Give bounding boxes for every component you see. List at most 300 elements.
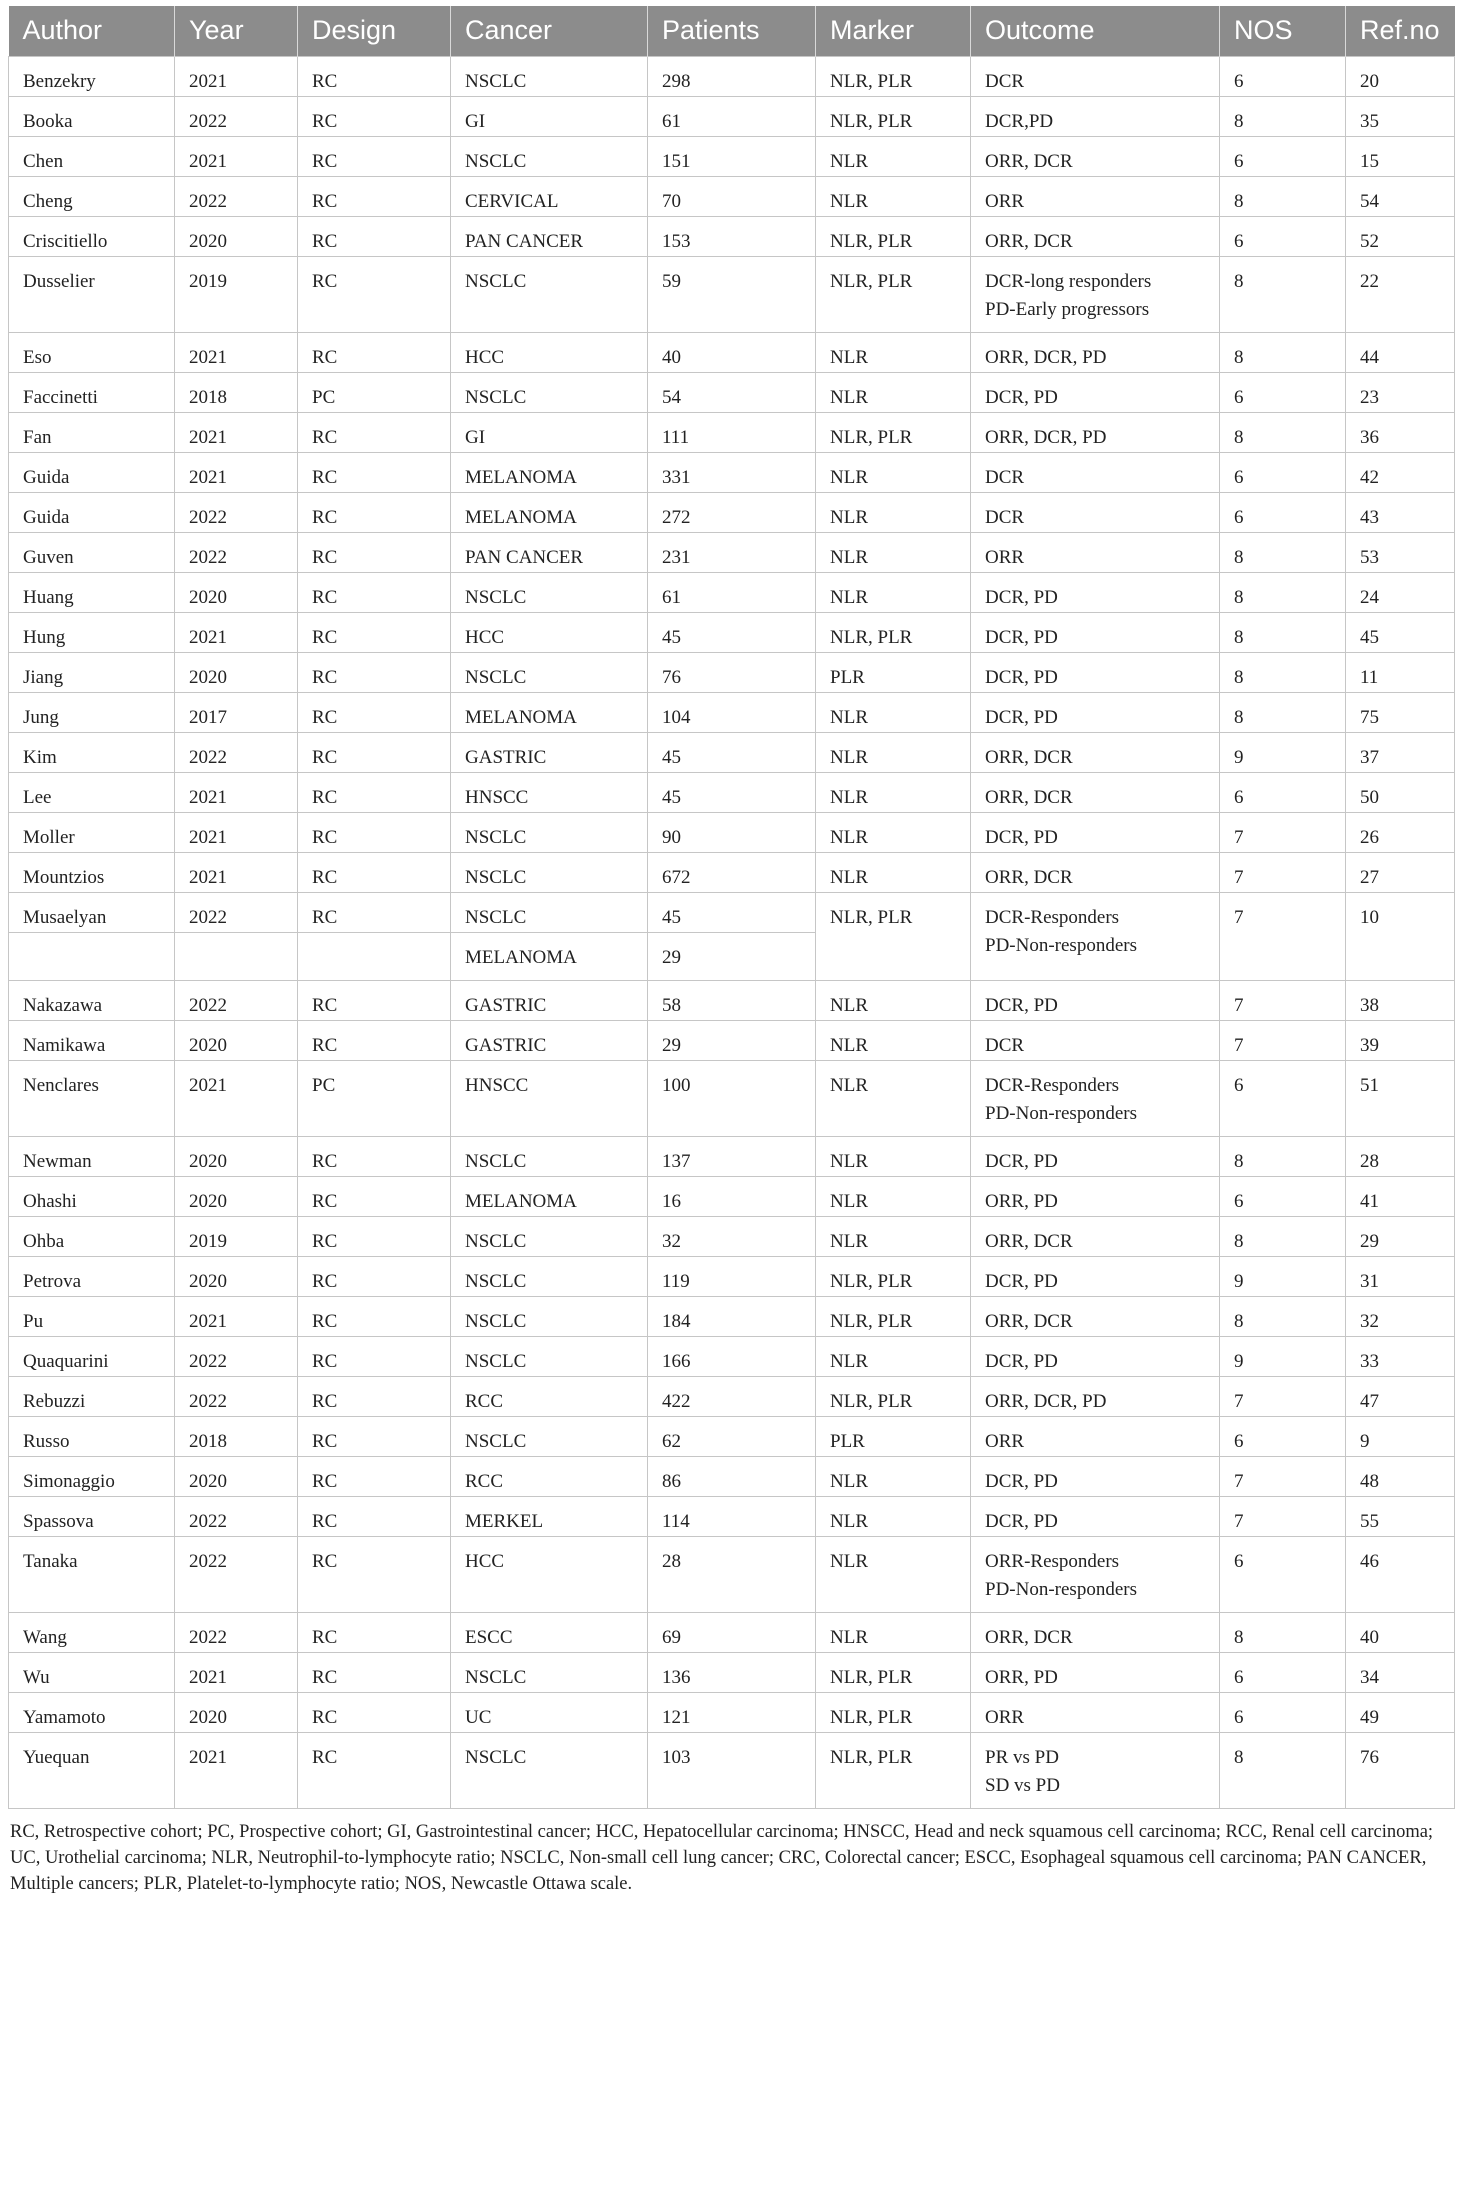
cell-ref-no: 20: [1346, 56, 1455, 96]
cell-design: RC: [298, 452, 451, 492]
cell-design: RC: [298, 1496, 451, 1536]
cell-author: Newman: [9, 1136, 175, 1176]
cell-marker: NLR: [816, 532, 971, 572]
cell-marker: PLR: [816, 652, 971, 692]
cell-nos: 6: [1220, 452, 1346, 492]
cell-outcome: [971, 1732, 1220, 1808]
table-row: [9, 372, 1455, 412]
cell-marker: NLR: [816, 1456, 971, 1496]
cell-author: Petrova: [9, 1256, 175, 1296]
table-row: [9, 532, 1455, 572]
cell-cancer: NSCLC: [451, 1216, 648, 1256]
cell-cancer: GASTRIC: [451, 732, 648, 772]
cell-nos: 7: [1220, 1376, 1346, 1416]
cell-nos: 6: [1220, 772, 1346, 812]
cell-author: Moller: [9, 812, 175, 852]
table-row: [9, 1496, 1455, 1536]
cell-design: RC: [298, 852, 451, 892]
header-outcome: Outcome: [971, 6, 1220, 56]
table-row: [9, 1732, 1455, 1808]
cell-author: Jung: [9, 692, 175, 732]
cell-outcome: [971, 372, 1220, 412]
cell-nos: 7: [1220, 892, 1346, 980]
cell-cancer: NSCLC: [451, 256, 648, 332]
table-row: [9, 892, 1455, 932]
cell-nos: 6: [1220, 1692, 1346, 1732]
cell-outcome: [971, 1136, 1220, 1176]
cell-ref-no: 48: [1346, 1456, 1455, 1496]
outcome-line: DCR: [985, 466, 1025, 488]
outcome-line: DCR-long responders: [985, 270, 1152, 292]
cell-marker: NLR: [816, 772, 971, 812]
cell-ref-no: 28: [1346, 1136, 1455, 1176]
cell-marker: NLR, PLR: [816, 1652, 971, 1692]
cell-design: RC: [298, 892, 451, 932]
study-table-container: [8, 6, 1454, 1897]
cell-design: RC: [298, 980, 451, 1020]
cell-ref-no: 45: [1346, 612, 1455, 652]
cell-outcome: [971, 1692, 1220, 1732]
cell-cancer: NSCLC: [451, 1296, 648, 1336]
outcome-line: DCR-Responders: [985, 906, 1120, 928]
cell-design: RC: [298, 1020, 451, 1060]
cell-author: Tanaka: [9, 1536, 175, 1612]
cell-patients: 69: [648, 1612, 816, 1652]
cell-design: RC: [298, 1336, 451, 1376]
cell-outcome: [971, 612, 1220, 652]
cell-cancer: NSCLC: [451, 56, 648, 96]
cell-patients: 137: [648, 1136, 816, 1176]
cell-nos: 8: [1220, 96, 1346, 136]
cell-outcome: [971, 980, 1220, 1020]
cell-marker: NLR, PLR: [816, 216, 971, 256]
cell-author: Yamamoto: [9, 1692, 175, 1732]
cell-outcome: [971, 176, 1220, 216]
cell-cancer: HCC: [451, 612, 648, 652]
cell-patients: 62: [648, 1416, 816, 1456]
cell-year: 2022: [175, 1496, 298, 1536]
outcome-line: ORR, DCR: [985, 866, 1073, 888]
cell-author: Eso: [9, 332, 175, 372]
outcome-line: ORR: [985, 1706, 1025, 1728]
header-nos: NOS: [1220, 6, 1346, 56]
cell-author: Spassova: [9, 1496, 175, 1536]
outcome-line: DCR: [985, 506, 1025, 528]
cell-cancer: NSCLC: [451, 892, 648, 932]
cell-outcome: [971, 1456, 1220, 1496]
cell-ref-no: 36: [1346, 412, 1455, 452]
cell-design: RC: [298, 772, 451, 812]
cell-outcome: [971, 1496, 1220, 1536]
cell-year: 2017: [175, 692, 298, 732]
cell-ref-no: 42: [1346, 452, 1455, 492]
cell-cancer: GASTRIC: [451, 1020, 648, 1060]
outcome-line: DCR,PD: [985, 110, 1054, 132]
table-row: [9, 1020, 1455, 1060]
cell-patients: 119: [648, 1256, 816, 1296]
cell-design: RC: [298, 1296, 451, 1336]
table-row: [9, 572, 1455, 612]
cell-nos: 8: [1220, 1732, 1346, 1808]
cell-patients: 58: [648, 980, 816, 1020]
cell-year: 2022: [175, 1336, 298, 1376]
cell-patients: 45: [648, 772, 816, 812]
table-row: [9, 56, 1455, 96]
cell-year: 2021: [175, 1652, 298, 1692]
cell-marker: NLR: [816, 812, 971, 852]
cell-cancer: NSCLC: [451, 1136, 648, 1176]
cell-year: 2020: [175, 1176, 298, 1216]
cell-nos: 6: [1220, 1652, 1346, 1692]
cell-patients: 28: [648, 1536, 816, 1612]
cell-cancer: UC: [451, 1692, 648, 1732]
cell-year: 2021: [175, 56, 298, 96]
outcome-line: DCR: [985, 70, 1025, 92]
cell-ref-no: 54: [1346, 176, 1455, 216]
cell-year: 2021: [175, 136, 298, 176]
cell-marker: NLR: [816, 692, 971, 732]
cell-year: 2022: [175, 96, 298, 136]
cell-author: Namikawa: [9, 1020, 175, 1060]
cell-nos: 8: [1220, 1296, 1346, 1336]
table-row: [9, 772, 1455, 812]
table-row: [9, 1416, 1455, 1456]
cell-ref-no: 53: [1346, 532, 1455, 572]
cell-outcome: [971, 332, 1220, 372]
outcome-line: PD-Non-responders: [985, 934, 1137, 956]
cell-ref-no: 32: [1346, 1296, 1455, 1336]
cell-year: 2019: [175, 256, 298, 332]
table-row: [9, 852, 1455, 892]
outcome-line: DCR: [985, 1034, 1025, 1056]
outcome-line: ORR, DCR: [985, 786, 1073, 808]
cell-patients: 272: [648, 492, 816, 532]
cell-cancer: GI: [451, 96, 648, 136]
cell-nos: 9: [1220, 732, 1346, 772]
cell-patients: 29: [648, 1020, 816, 1060]
cell-marker: NLR: [816, 852, 971, 892]
cell-cancer: PAN CANCER: [451, 216, 648, 256]
cell-ref-no: 11: [1346, 652, 1455, 692]
cell-marker: NLR: [816, 176, 971, 216]
cell-ref-no: 37: [1346, 732, 1455, 772]
cell-nos: 8: [1220, 1612, 1346, 1652]
outcome-line: ORR: [985, 1430, 1025, 1452]
header-patients: Patients: [648, 6, 816, 56]
cell-nos: 6: [1220, 1060, 1346, 1136]
cell-design: RC: [298, 256, 451, 332]
cell-ref-no: 50: [1346, 772, 1455, 812]
cell-patients: 111: [648, 412, 816, 452]
cell-cancer: RCC: [451, 1456, 648, 1496]
cell-marker: NLR, PLR: [816, 1256, 971, 1296]
cell-patients: 100: [648, 1060, 816, 1136]
cell-cancer: RCC: [451, 1376, 648, 1416]
cell-year: 2022: [175, 492, 298, 532]
cell-nos: 8: [1220, 1136, 1346, 1176]
cell-author: Lee: [9, 772, 175, 812]
cell-author: Booka: [9, 96, 175, 136]
cell-cancer: HCC: [451, 332, 648, 372]
cell-outcome: [971, 1216, 1220, 1256]
cell-design: RC: [298, 1692, 451, 1732]
cell-year: 2022: [175, 1536, 298, 1612]
cell-ref-no: 43: [1346, 492, 1455, 532]
table-row: [9, 1136, 1455, 1176]
cell-design: RC: [298, 732, 451, 772]
cell-year: 2020: [175, 1692, 298, 1732]
cell-cancer: NSCLC: [451, 1652, 648, 1692]
cell-cancer: NSCLC: [451, 852, 648, 892]
table-row: [9, 1216, 1455, 1256]
cell-patients: 104: [648, 692, 816, 732]
cell-year: 2021: [175, 852, 298, 892]
cell-author: Guida: [9, 452, 175, 492]
cell-nos: 8: [1220, 572, 1346, 612]
cell-patients: 672: [648, 852, 816, 892]
cell-patients: 103: [648, 1732, 816, 1808]
outcome-line: DCR, PD: [985, 1470, 1058, 1492]
cell-patients: 45: [648, 892, 816, 932]
cell-marker: NLR: [816, 372, 971, 412]
cell-nos: 7: [1220, 1020, 1346, 1060]
cell-nos: 8: [1220, 412, 1346, 452]
cell-cancer: MELANOMA: [451, 932, 648, 980]
outcome-line: ORR, PD: [985, 1190, 1058, 1212]
cell-ref-no: 76: [1346, 1732, 1455, 1808]
header-cancer: Cancer: [451, 6, 648, 56]
cell-outcome: [971, 572, 1220, 612]
outcome-line: ORR: [985, 190, 1025, 212]
cell-marker: NLR, PLR: [816, 1692, 971, 1732]
table-row: [9, 1256, 1455, 1296]
outcome-line: ORR, DCR, PD: [985, 1390, 1107, 1412]
cell-year: 2019: [175, 1216, 298, 1256]
table-row: [9, 1652, 1455, 1692]
cell-marker: NLR: [816, 1136, 971, 1176]
cell-patients: 32: [648, 1216, 816, 1256]
cell-author: Jiang: [9, 652, 175, 692]
cell-year: 2021: [175, 812, 298, 852]
cell-cancer: MELANOMA: [451, 692, 648, 732]
outcome-line: PD-Non-responders: [985, 1578, 1137, 1600]
cell-outcome: [971, 56, 1220, 96]
cell-ref-no: 41: [1346, 1176, 1455, 1216]
cell-year: 2018: [175, 372, 298, 412]
table-row: [9, 332, 1455, 372]
header-year: Year: [175, 6, 298, 56]
table-row: [9, 692, 1455, 732]
cell-outcome: [971, 492, 1220, 532]
cell-outcome: [971, 532, 1220, 572]
cell-nos: 6: [1220, 372, 1346, 412]
cell-empty: [175, 932, 298, 980]
header-design: Design: [298, 6, 451, 56]
cell-cancer: MELANOMA: [451, 1176, 648, 1216]
header-author: Author: [9, 6, 175, 56]
cell-design: RC: [298, 1612, 451, 1652]
cell-year: 2021: [175, 612, 298, 652]
table-row: [9, 812, 1455, 852]
cell-year: 2022: [175, 1612, 298, 1652]
table-row: [9, 1336, 1455, 1376]
cell-outcome: [971, 452, 1220, 492]
cell-nos: 6: [1220, 1416, 1346, 1456]
cell-marker: NLR: [816, 1060, 971, 1136]
cell-patients: 422: [648, 1376, 816, 1416]
cell-year: 2020: [175, 1256, 298, 1296]
cell-ref-no: 34: [1346, 1652, 1455, 1692]
cell-year: 2021: [175, 452, 298, 492]
cell-nos: 8: [1220, 652, 1346, 692]
cell-patients: 331: [648, 452, 816, 492]
cell-year: 2018: [175, 1416, 298, 1456]
cell-year: 2020: [175, 572, 298, 612]
cell-cancer: NSCLC: [451, 1732, 648, 1808]
cell-marker: PLR: [816, 1416, 971, 1456]
cell-design: RC: [298, 1416, 451, 1456]
cell-author: Yuequan: [9, 1732, 175, 1808]
cell-year: 2021: [175, 1296, 298, 1336]
cell-outcome: [971, 1256, 1220, 1296]
cell-author: Pu: [9, 1296, 175, 1336]
cell-outcome: [971, 1612, 1220, 1652]
cell-empty: [9, 932, 175, 980]
cell-author: Fan: [9, 412, 175, 452]
cell-outcome: [971, 772, 1220, 812]
cell-author: Mountzios: [9, 852, 175, 892]
cell-outcome: [971, 1176, 1220, 1216]
cell-cancer: NSCLC: [451, 812, 648, 852]
cell-design: RC: [298, 1536, 451, 1612]
cell-outcome: [971, 1376, 1220, 1416]
cell-patients: 151: [648, 136, 816, 176]
cell-year: 2022: [175, 732, 298, 772]
outcome-line: DCR, PD: [985, 706, 1058, 728]
cell-ref-no: 29: [1346, 1216, 1455, 1256]
cell-nos: 7: [1220, 1496, 1346, 1536]
outcome-line: ORR, DCR: [985, 1626, 1073, 1648]
cell-design: RC: [298, 176, 451, 216]
cell-ref-no: 46: [1346, 1536, 1455, 1612]
cell-cancer: HNSCC: [451, 1060, 648, 1136]
cell-marker: NLR, PLR: [816, 1296, 971, 1336]
cell-ref-no: 22: [1346, 256, 1455, 332]
cell-year: 2021: [175, 412, 298, 452]
cell-author: Russo: [9, 1416, 175, 1456]
cell-year: 2022: [175, 532, 298, 572]
cell-author: Simonaggio: [9, 1456, 175, 1496]
cell-marker: NLR: [816, 1336, 971, 1376]
cell-design: RC: [298, 492, 451, 532]
cell-cancer: CERVICAL: [451, 176, 648, 216]
outcome-line: ORR: [985, 546, 1025, 568]
cell-design: RC: [298, 652, 451, 692]
cell-author: Faccinetti: [9, 372, 175, 412]
cell-marker: NLR: [816, 452, 971, 492]
table-row: [9, 1176, 1455, 1216]
cell-ref-no: 15: [1346, 136, 1455, 176]
cell-design: RC: [298, 1256, 451, 1296]
table-row: [9, 412, 1455, 452]
cell-design: RC: [298, 532, 451, 572]
cell-nos: 7: [1220, 980, 1346, 1020]
cell-marker: NLR, PLR: [816, 96, 971, 136]
cell-ref-no: 47: [1346, 1376, 1455, 1416]
cell-cancer: PAN CANCER: [451, 532, 648, 572]
outcome-line: PR vs PD: [985, 1746, 1059, 1768]
cell-marker: NLR, PLR: [816, 412, 971, 452]
cell-design: PC: [298, 372, 451, 412]
cell-nos: 9: [1220, 1256, 1346, 1296]
cell-patients: 59: [648, 256, 816, 332]
cell-year: 2021: [175, 772, 298, 812]
cell-outcome: [971, 1060, 1220, 1136]
cell-patients: 231: [648, 532, 816, 572]
cell-cancer: NSCLC: [451, 652, 648, 692]
outcome-line: DCR, PD: [985, 1510, 1058, 1532]
cell-ref-no: 75: [1346, 692, 1455, 732]
cell-marker: NLR: [816, 1020, 971, 1060]
cell-patients: 54: [648, 372, 816, 412]
cell-marker: NLR, PLR: [816, 892, 971, 980]
outcome-line: DCR, PD: [985, 626, 1058, 648]
cell-cancer: HCC: [451, 1536, 648, 1612]
cell-outcome: [971, 216, 1220, 256]
cell-design: RC: [298, 1216, 451, 1256]
cell-design: RC: [298, 1456, 451, 1496]
cell-patients: 61: [648, 96, 816, 136]
cell-nos: 8: [1220, 532, 1346, 572]
cell-design: RC: [298, 136, 451, 176]
cell-author: Rebuzzi: [9, 1376, 175, 1416]
cell-nos: 8: [1220, 256, 1346, 332]
cell-ref-no: 44: [1346, 332, 1455, 372]
cell-ref-no: 52: [1346, 216, 1455, 256]
cell-marker: NLR, PLR: [816, 1376, 971, 1416]
cell-author: Cheng: [9, 176, 175, 216]
cell-outcome: [971, 1416, 1220, 1456]
outcome-line: DCR, PD: [985, 826, 1058, 848]
outcome-line: PD-Non-responders: [985, 1102, 1137, 1124]
cell-design: RC: [298, 572, 451, 612]
cell-cancer: NSCLC: [451, 1256, 648, 1296]
cell-marker: NLR, PLR: [816, 256, 971, 332]
cell-outcome: [971, 1020, 1220, 1060]
cell-marker: NLR: [816, 492, 971, 532]
cell-outcome: [971, 732, 1220, 772]
cell-cancer: NSCLC: [451, 372, 648, 412]
outcome-line: ORR, DCR, PD: [985, 346, 1107, 368]
cell-outcome: [971, 1652, 1220, 1692]
cell-year: 2022: [175, 892, 298, 932]
cell-year: 2020: [175, 1136, 298, 1176]
cell-outcome: [971, 256, 1220, 332]
cell-marker: NLR, PLR: [816, 1732, 971, 1808]
cell-ref-no: 35: [1346, 96, 1455, 136]
cell-design: RC: [298, 1376, 451, 1416]
table-row: [9, 492, 1455, 532]
cell-design: RC: [298, 412, 451, 452]
cell-ref-no: 33: [1346, 1336, 1455, 1376]
cell-year: 2020: [175, 216, 298, 256]
cell-marker: NLR: [816, 572, 971, 612]
cell-outcome: [971, 852, 1220, 892]
table-footnote: RC, Retrospective cohort; PC, Prospective cohort; GI, Gastrointestinal cancer; HCC, Hepatocellular carcinoma; HNSCC, Head and neck squamous cell carcinoma; RCC, Renal cell carcinoma; UC, Urothelial carcinoma; NLR, Neutrophil-to-lymphocyte ratio; NSCLC, Non-small cell lung cancer; CRC, Colorectal cancer; ESCC, Esophageal squamous cell carcinoma; PAN CANCER, Multiple cancers; PLR, Platelet-to-lymphocyte ratio; NOS, Newcastle Ottawa scale.: [10, 1821, 1434, 1894]
cell-ref-no: 31: [1346, 1256, 1455, 1296]
outcome-line: DCR, PD: [985, 386, 1058, 408]
table-row: [9, 216, 1455, 256]
